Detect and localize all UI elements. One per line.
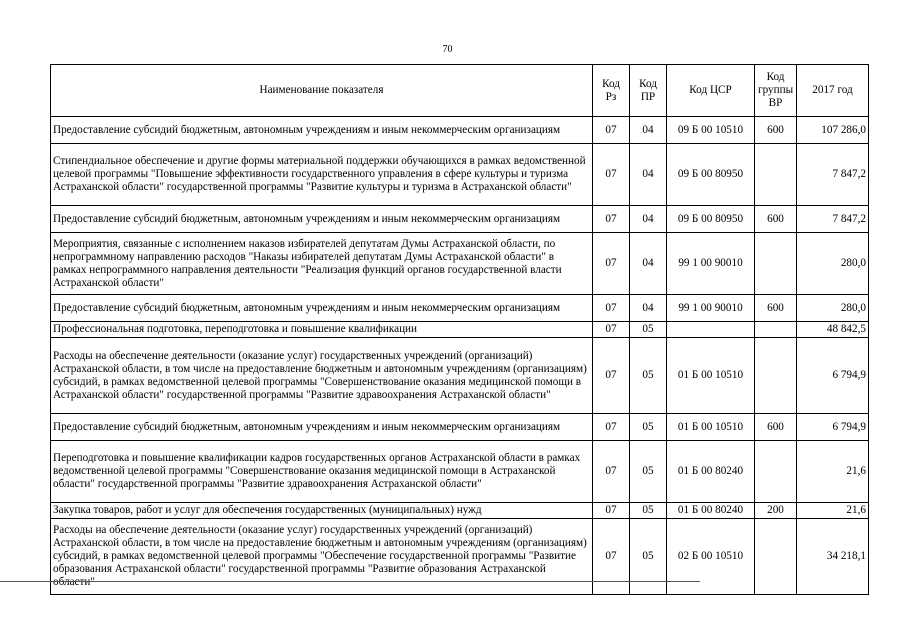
row-pr: 05 (630, 441, 667, 503)
row-rz: 07 (593, 233, 630, 295)
row-vr (755, 144, 797, 206)
row-pr: 05 (630, 414, 667, 441)
row-name: Стипендиальное обеспечение и другие формы материальной поддержки обучающихся в рамках ведомственной целевой программы "Повышение эффективности государственного управления в сфере культуры и туризма Астраханской области" государственной программы "Развитие культуры и туризма в Астраханской области" (51, 144, 593, 206)
row-amount: 280,0 (797, 295, 869, 322)
row-vr (755, 441, 797, 503)
row-amount: 7 847,2 (797, 206, 869, 233)
row-name: Расходы на обеспечение деятельности (оказание услуг) государственных учреждений (организаций) Астраханской области, в том числе на предоставление бюджетным и автономным учреждениям (организациям) субсидий, в рамках ведомственной целевой программы "Обеспечение государственной программы "Развитие образования Астраханской области" государственной программы "Развитие образования Астраханской области" (51, 519, 593, 595)
page-number: 70 (442, 44, 453, 55)
table-row (51, 233, 869, 295)
row-rz: 07 (593, 144, 630, 206)
row-rz: 07 (593, 206, 630, 233)
row-vr (755, 322, 797, 338)
row-amount: 6 794,9 (797, 338, 869, 414)
row-vr: 200 (755, 503, 797, 519)
header-rz: Код Рз (593, 65, 630, 117)
header-vr: Код группы ВР (755, 65, 797, 117)
scan-artifact-line (0, 581, 700, 582)
table-row (51, 441, 869, 503)
row-amount: 280,0 (797, 233, 869, 295)
row-amount: 6 794,9 (797, 414, 869, 441)
row-vr (755, 519, 797, 595)
row-name: Переподготовка и повышение квалификации кадров государственных органов Астраханской области в рамках ведомственной целевой программы "Совершенствование оказания медицинской помощи в Астраханской области" государственной программы "Развитие здравоохранения Астраханской области" (51, 441, 593, 503)
table-row (51, 519, 869, 595)
row-name: Предоставление субсидий бюджетным, автономным учреждениям и иным некоммерческим организациям (51, 206, 593, 233)
row-pr: 05 (630, 519, 667, 595)
row-rz: 07 (593, 295, 630, 322)
row-name: Расходы на обеспечение деятельности (оказание услуг) государственных учреждений (организаций) Астраханской области, в том числе на предоставление бюджетным и автономным учреждениям (организациям) субсидий, в рамках ведомственной целевой программы "Совершенствование оказания медицинской помощи в Астраханской области" государственной программы "Развитие здравоохранения Астраханской области" (51, 338, 593, 414)
row-rz: 07 (593, 322, 630, 338)
table-row (51, 144, 869, 206)
row-csr (667, 322, 755, 338)
row-amount: 34 218,1 (797, 519, 869, 595)
row-vr: 600 (755, 206, 797, 233)
header-csr: Код ЦСР (667, 65, 755, 117)
budget-table (50, 64, 869, 595)
row-pr: 04 (630, 117, 667, 144)
row-pr: 04 (630, 144, 667, 206)
row-csr: 02 Б 00 10510 (667, 519, 755, 595)
row-rz: 07 (593, 503, 630, 519)
row-vr: 600 (755, 295, 797, 322)
row-vr (755, 338, 797, 414)
row-pr: 04 (630, 233, 667, 295)
table-header-row (51, 65, 869, 117)
table-row (51, 322, 869, 338)
row-pr: 04 (630, 295, 667, 322)
table-row (51, 338, 869, 414)
row-vr: 600 (755, 117, 797, 144)
row-csr: 01 Б 00 10510 (667, 414, 755, 441)
row-pr: 04 (630, 206, 667, 233)
row-name: Предоставление субсидий бюджетным, автономным учреждениям и иным некоммерческим организациям (51, 117, 593, 144)
row-csr: 99 1 00 90010 (667, 233, 755, 295)
row-rz: 07 (593, 117, 630, 144)
row-csr: 99 1 00 90010 (667, 295, 755, 322)
row-rz: 07 (593, 519, 630, 595)
header-year: 2017 год (797, 65, 869, 117)
row-name: Закупка товаров, работ и услуг для обеспечения государственных (муниципальных) нужд (51, 503, 593, 519)
row-amount: 21,6 (797, 441, 869, 503)
row-vr: 600 (755, 414, 797, 441)
row-amount: 7 847,2 (797, 144, 869, 206)
row-amount: 21,6 (797, 503, 869, 519)
row-rz: 07 (593, 338, 630, 414)
row-name: Предоставление субсидий бюджетным, автономным учреждениям и иным некоммерческим организациям (51, 414, 593, 441)
table-row (51, 503, 869, 519)
row-pr: 05 (630, 322, 667, 338)
row-csr: 09 Б 00 80950 (667, 206, 755, 233)
table-row (51, 117, 869, 144)
row-csr: 09 Б 00 10510 (667, 117, 755, 144)
row-rz: 07 (593, 414, 630, 441)
row-vr (755, 233, 797, 295)
table-row (51, 206, 869, 233)
row-name: Профессиональная подготовка, переподготовка и повышение квалификации (51, 322, 593, 338)
row-pr: 05 (630, 503, 667, 519)
header-name: Наименование показателя (51, 65, 593, 117)
row-name: Предоставление субсидий бюджетным, автономным учреждениям и иным некоммерческим организациям (51, 295, 593, 322)
row-name: Мероприятия, связанные с исполнением наказов избирателей депутатам Думы Астраханской области, по непрограммному направлению расходов "Наказы избирателей депутатам Думы Астраханской области" в рамках непрограммного направления деятельности "Реализация функций органов государственной власти Астраханской области" (51, 233, 593, 295)
row-amount: 107 286,0 (797, 117, 869, 144)
row-csr: 01 Б 00 80240 (667, 441, 755, 503)
row-rz: 07 (593, 441, 630, 503)
row-csr: 01 Б 00 80240 (667, 503, 755, 519)
table-row (51, 414, 869, 441)
header-pr: Код ПР (630, 65, 667, 117)
row-csr: 09 Б 00 80950 (667, 144, 755, 206)
row-amount: 48 842,5 (797, 322, 869, 338)
table-row (51, 295, 869, 322)
row-pr: 05 (630, 338, 667, 414)
row-csr: 01 Б 00 10510 (667, 338, 755, 414)
